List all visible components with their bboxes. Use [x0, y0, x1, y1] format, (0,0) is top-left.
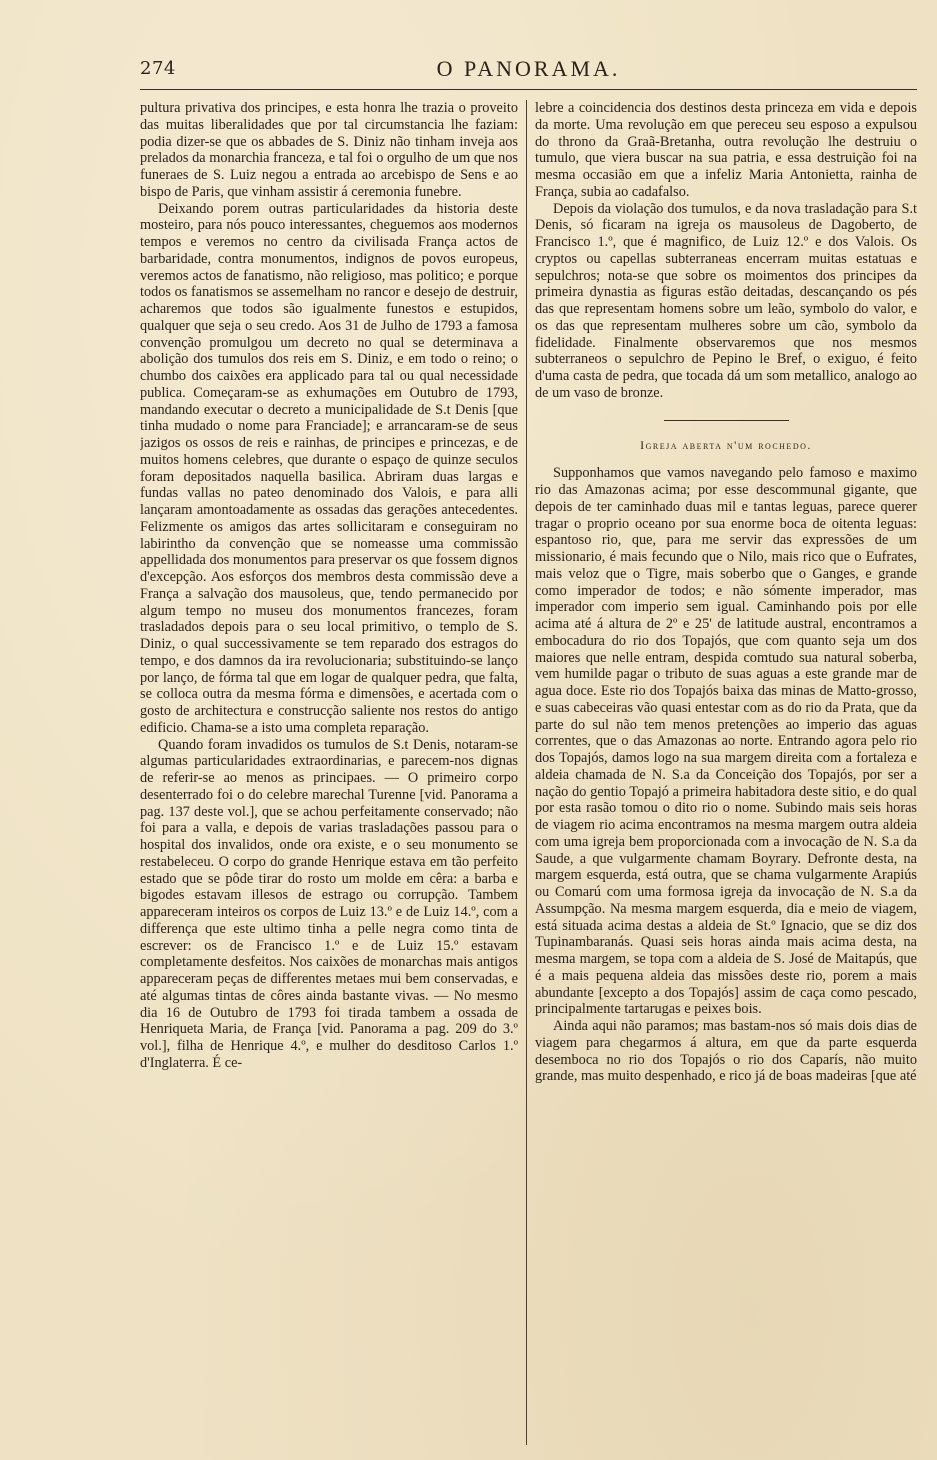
journal-title: O PANORAMA. [436, 56, 621, 81]
paragraph: pultura privativa dos principes, e esta honra lhe trazia o proveito das muitas liberalidades que por tal circumstancia lhe faziam: podia dizer-se que os abbades de S. Diniz não tinham inveja aos prelados da monarchia franceza, e tal foi o orgulho de um que nos funeraes de S. Luiz negou a entrada ao arcebispo de Sens e ao bispo de Paris, que vinham assistir á ceremonia funebre. [140, 100, 518, 200]
section-heading: Igreja aberta n'um rochedo. [640, 437, 812, 452]
page-number: 274 [140, 58, 176, 79]
paragraph: Ainda aqui não paramos; mas bastam-nos só mais dois dias de viagem para chegarmos á altura, em que da parte esquerda desemboca no rio dos Topajós o rio dos Caparís, não muito grande, mas muito despenhado, e rico já de boas madeiras [que até [535, 1018, 917, 1085]
left-column [140, 100, 518, 1445]
paragraph: lebre a coincidencia dos destinos desta princeza em vida e depois da morte. Uma revolução em que pereceu seu esposo a expulsou do throno da Graã-Bretanha, outra revolução lhe destruiu o tumulo, que viera buscar na sua patria, e essa destruição foi na mesma occasião em que a infeliz Maria Antonietta, rainha de França, subia ao cadafalso. [535, 100, 917, 200]
page-header [140, 58, 917, 86]
section-rule [664, 420, 789, 421]
right-column [535, 100, 917, 1445]
header-rule [140, 89, 917, 90]
column-divider [526, 100, 527, 1445]
paragraph: Deixando porem outras particularidades da historia deste mosteiro, para nós pouco interessantes, cheguemos aos modernos tempos e veremos no centro da civilisada França actos de barbaridade, contra monumentos, indignos de povos europeus, veremos actos de fanatismo, não religioso, mas politico; e porque todos os fanatismos se assemelham no rancor e desejo de destruir, acharemos que todos são igualmente funestos e estupidos, qualquer que seja o seu credo. Aos 31 de Julho de 1793 a famosa convenção promulgou um decreto no qual se determinava a abolição dos tumulos dos reis em S. Diniz, e em todo o reino; o chumbo dos caixões era applicado para tal ou qual necessidade publica. Começaram-se as exhumações em Outubro de 1793, mandando executar o decreto a municipalidade de S.t Denis [que tinha mudado o nome para Franciade]; e arrancaram-se de seus jazigos os ossos de reis e rainhas, de principes e princezas, e de muitos homens celebres, que durante o espaço de quinze seculos foram depositados naquella basilica. Abriram duas largas e fundas vallas no pateo denominado dos Valois, e para alli lançaram amontoadamente as ossadas das gerações antecedentes. Felizmente os amigos das artes sollicitaram e conseguiram no labirintho da convenção que se nomeasse uma commissão appellidada dos monumentos para preservar os que fossem dignos d'excepção. Aos esforços dos membros desta commissão deve a França a salvação dos mausoleus, que, tendo permanecido por algum tempo no museu dos monumentos francezes, foram trasladados depois para o seu local primitivo, o templo de S. Diniz, o qual successivamente se tem reparado dos estragos do tempo, e dos damnos da ira revolucionaria; substituindo-se lanço por lanço, de fórma tal que em logar de qualquer pedra, que falta, se colloca outra da mesma fórma e dimensões, e acertada com o gosto de architectura e construcção saliente nos restos do antigo edificio. Chama-se a isto uma completa reparação. [140, 200, 518, 736]
paragraph: Supponhamos que vamos navegando pelo famoso e maximo rio das Amazonas acima; por esse descommunal gigante, que depois de ter caminhado duas mil e tantas leguas, parece querer tragar o proprio oceano por sua enorme boca de oitenta leguas: espantoso rio, que, para me servir das expressões de um missionario, é mais fecundo que o Nilo, mais rico que o Eufrates, mais veloz que o Tigre, mais soberbo que o Ganges, e grande como imperador de todos; e não sómente imperador, mas imperador com imperio sem igual. Caminhando pois por elle acima até á altura de 2º e 25' de latitude austral, encontramos a embocadura do rio dos Topajós, que com quanto seja um dos maiores que nelle entram, despida comtudo sua natural soberba, vem humilde pagar o tributo de suas aguas a este grande mar de agua doce. Este rio dos Topajós baixa das minas de Matto-grosso, e suas cabeceiras vão quasi entestar com as do rio da Prata, que da parte do sul não tem menos pretenções ao imperio das aguas correntes, que o das Amazonas ao norte. Entrando agora pelo rio dos Topajós, damos logo na sua margem direita com a fortaleza e aldeia chamada de N. S.a da Conceição dos Topajós, por ser a nação do gentio Topajó a primeira habitadora deste sitio, e do qual por esta rasão tomou o dito rio o nome. Subindo mais seis horas de viagem rio acima encontramos na mesma margem outra aldeia com uma igreja bem proporcionada com a invocação de N. S.a da Saude, a que vulgarmente chamam Boyrary. Defronte desta, na margem esquerda, está outra, que se chama vulgarmente Arapiús ou Comarú com uma formosa igreja da invocação de N. S.a da Assumpção. Na mesma margem esquerda, dia e meio de viagem, está situada acima destas a aldeia de St.º Ignacio, que se diz dos Tupinambaranás. Quasi seis horas ainda mais acima desta, na mesma margem, se topa com a aldeia de S. José de Maitapús, que é a mais pequena aldeia das missões deste rio, porem a mais abundante [excepto a dos Topajós] assim de caça como pescado, principalmente tartarugas e peixes bois. [535, 465, 917, 1018]
paragraph: Quando foram invadidos os tumulos de S.t Denis, notaram-se algumas particularidades extraordinarias, e parecem-nos dignas de referir-se ao menos as principaes. — O primeiro corpo desenterrado foi o do celebre marechal Turenne [vid. Panorama a pag. 137 deste vol.], que se achou perfeitamente conservado; não foi para a valla, e depois de varias trasladações passou para o hospital dos invalidos, onde ora existe, e o seu monumento se restabeleceu. O corpo do grande Henrique estava em tão perfeito estado que se pôde tirar do rosto um molde em cêra: a barba e bigodes estavam illesos de estrago ou corrupção. Tambem appareceram inteiros os corpos de Luiz 13.º e de Luiz 14.º, com a differença que este ultimo tinha a pelle negra como tinta de escrever: os de Francisco 1.º e de Luiz 15.º estavam completamente desfeitos. Nos caixões de monarchas mais antigos appareceram peças de differentes metaes mui bem conservadas, e até algumas tintas de côres ainda bastante vivas. — No mesmo dia 16 de Outubro de 1793 foi tirada tambem a ossada de Henriqueta Maria, de França [vid. Panorama a pag. 209 do 3.º vol.], filha de Henrique 4.º, e mulher do desditoso Carlos 1.º d'Inglaterra. É ce- [140, 736, 518, 1071]
paragraph: Depois da violação dos tumulos, e da nova trasladação para S.t Denis, só ficaram na igreja os mausoleus de Dagoberto, de Francisco 1.º, que é magnifico, de Luiz 12.º e dos Valois. Os cryptos ou capellas subterraneas encerram muitas estatuas e sepulchros; nota-se que sobre os moimentos dos principes da primeira dynastia as figuras estão deitadas, descançando os pés das que representam homens sobre um leão, symbolo do valor, e os das que representam mulheres sobre um cão, symbolo da fidelidade. Finalmente observaremos que nos mesmos subterraneos o sepulchro de Pepino le Bref, o exiguo, é feito d'uma casta de pedra, que tocada dá um som metallico, analogo ao de um vaso de bronze. [535, 200, 917, 401]
